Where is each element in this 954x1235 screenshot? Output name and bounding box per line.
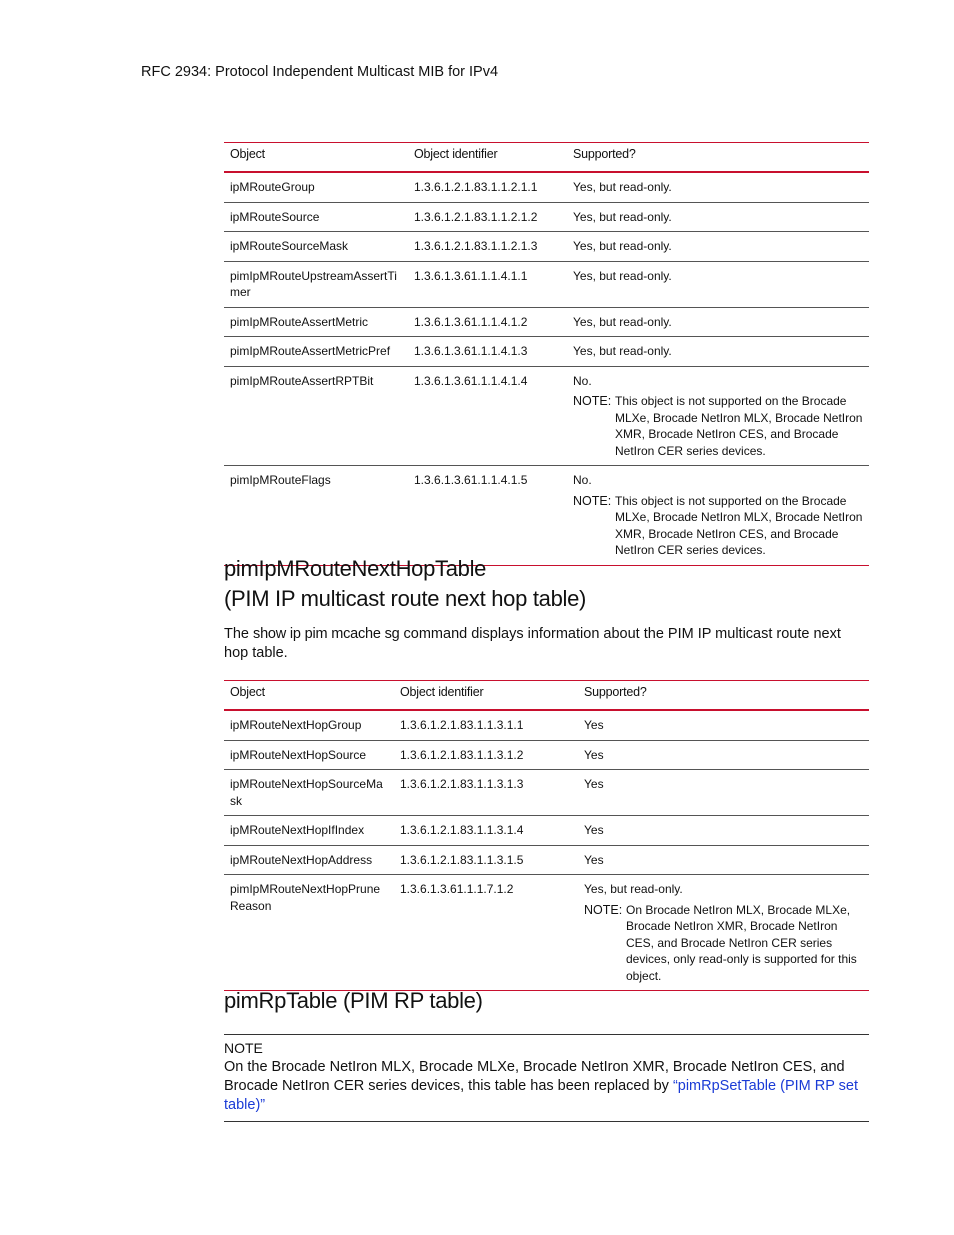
pimrpsettable-link[interactable]: “pimRpSetTable (PIM RP set table)”	[224, 1078, 859, 1113]
cell-supported	[567, 337, 869, 367]
cell-object: pimIpMRouteNextHopPruneReason	[224, 875, 394, 991]
note-body	[224, 1058, 869, 1115]
note-label: NOTE	[224, 1040, 263, 1056]
supported-value: Yes	[584, 852, 604, 867]
cell-supported	[578, 710, 869, 740]
cell-supported	[567, 307, 869, 337]
supported-value: Yes	[584, 747, 604, 762]
supported-value: Yes	[584, 823, 604, 837]
cell-supported	[578, 875, 869, 991]
cell-object: pimIpMRouteAssertMetricPref	[224, 337, 408, 367]
cell-supported	[567, 261, 869, 307]
cell-supported	[567, 172, 869, 202]
cell-supported	[578, 770, 869, 816]
supported-value: No.	[573, 473, 592, 487]
cell-object: pimIpMRouteFlags	[224, 466, 408, 566]
cell-object: pimIpMRouteAssertMetric	[224, 307, 408, 337]
column-header-supported: Supported?	[578, 681, 869, 711]
supported-value: Yes, but read-only.	[573, 239, 672, 253]
table-row	[224, 770, 869, 816]
note-label: NOTE:	[573, 493, 612, 508]
cell-object: ipMRouteSourceMask	[224, 232, 408, 262]
cell-object: ipMRouteNextHopAddress	[224, 845, 394, 875]
supported-value: Yes	[584, 718, 604, 732]
table-row	[224, 337, 869, 367]
table-row	[224, 307, 869, 337]
cell-object: ipMRouteNextHopSource	[224, 740, 394, 770]
cell-object-identifier: 1.3.6.1.3.61.1.1.4.1.5	[408, 466, 567, 566]
cell-object-identifier: 1.3.6.1.3.61.1.1.4.1.2	[408, 307, 567, 337]
table-row	[224, 875, 869, 991]
cell-supported	[578, 816, 869, 846]
table-row	[224, 232, 869, 262]
table-row	[224, 366, 869, 466]
table-header-row	[224, 681, 869, 711]
section-title-line2: (PIM IP multicast route next hop table)	[224, 586, 587, 611]
supported-value: Yes, but read-only.	[573, 314, 672, 329]
cell-object: ipMRouteGroup	[224, 172, 408, 202]
note-text: On Brocade NetIron MLX, Brocade MLXe, Brocade NetIron XMR, Brocade NetIron CES, and Brocade NetIron CER series devices, only read-only is supported for this object.	[626, 902, 857, 983]
cell-object-identifier: 1.3.6.1.3.61.1.1.4.1.4	[408, 366, 567, 466]
supported-value: No.	[573, 373, 592, 388]
column-header-object-identifier: Object identifier	[408, 143, 567, 173]
supported-value: Yes, but read-only.	[573, 268, 672, 283]
cell-object-identifier: 1.3.6.1.2.1.83.1.1.2.1.2	[408, 202, 567, 232]
cell-object: ipMRouteNextHopGroup	[224, 710, 394, 740]
cell-object-identifier: 1.3.6.1.3.61.1.1.4.1.3	[408, 337, 567, 367]
section-title-line1: pimIpMRouteNextHopTable	[224, 556, 487, 581]
cell-object-identifier: 1.3.6.1.2.1.83.1.1.2.1.3	[408, 232, 567, 262]
section-title-rptable: pimRpTable (PIM RP table)	[224, 988, 483, 1013]
supported-value: Yes, but read-only.	[573, 209, 672, 224]
mroute-table	[224, 142, 869, 566]
table-row	[224, 816, 869, 846]
note-box	[224, 1034, 869, 1122]
table-row	[224, 466, 869, 566]
table-row	[224, 261, 869, 307]
page-header: RFC 2934: Protocol Independent Multicast MIB for IPv4	[141, 64, 499, 80]
cell-supported	[567, 466, 869, 566]
cell-supported	[578, 845, 869, 875]
cell-object: ipMRouteNextHopSourceMask	[224, 770, 394, 816]
note-text: This object is not supported on the Brocade MLXe, Brocade NetIron MLX, Brocade NetIron XMR, Brocade NetIron CES, and Brocade NetIron CER series devices.	[615, 493, 863, 557]
row-note	[573, 493, 863, 559]
supported-value: Yes, but read-only.	[573, 344, 672, 358]
command-text: show ip pim mcache sg	[253, 626, 400, 642]
cell-object-identifier: 1.3.6.1.2.1.83.1.1.3.1.5	[394, 845, 578, 875]
cell-object-identifier: 1.3.6.1.2.1.83.1.1.3.1.3	[394, 770, 578, 816]
table-row	[224, 202, 869, 232]
cell-object: pimIpMRouteUpstreamAssertTimer	[224, 261, 408, 307]
table-row	[224, 172, 869, 202]
row-note	[584, 902, 863, 985]
cell-object: ipMRouteNextHopIfIndex	[224, 816, 394, 846]
cell-supported	[567, 202, 869, 232]
cell-supported	[578, 740, 869, 770]
cell-supported	[567, 232, 869, 262]
nexthop-description	[224, 625, 864, 663]
cell-object: ipMRouteSource	[224, 202, 408, 232]
cell-object-identifier: 1.3.6.1.3.61.1.1.4.1.1	[408, 261, 567, 307]
section-title-nexthop	[224, 554, 586, 614]
cell-object-identifier: 1.3.6.1.2.1.83.1.1.3.1.4	[394, 816, 578, 846]
table-header-row	[224, 143, 869, 173]
note-text: On the Brocade NetIron MLX, Brocade MLXe, Brocade NetIron XMR, Brocade NetIron CES, and Brocade NetIron CER series devices, this table has been replaced by	[224, 1059, 845, 1094]
cell-object: pimIpMRouteAssertRPTBit	[224, 366, 408, 466]
para-text: command displays information about the PIM IP multicast route next hop table.	[224, 626, 841, 661]
note-text: This object is not supported on the Brocade MLXe, Brocade NetIron MLX, Brocade NetIron XMR, Brocade NetIron CES, and Brocade NetIron CER series devices.	[615, 394, 863, 458]
supported-value: Yes, but read-only.	[573, 180, 672, 194]
cell-object-identifier: 1.3.6.1.2.1.83.1.1.3.1.1	[394, 710, 578, 740]
row-note	[573, 393, 863, 459]
cell-object-identifier: 1.3.6.1.2.1.83.1.1.2.1.1	[408, 172, 567, 202]
table-row	[224, 710, 869, 740]
supported-value: Yes	[584, 777, 604, 791]
supported-value: Yes, but read-only.	[584, 882, 683, 896]
column-header-object-identifier: Object identifier	[394, 681, 578, 711]
cell-supported	[567, 366, 869, 466]
nexthop-table	[224, 680, 869, 991]
para-text: The	[224, 626, 254, 642]
table-row	[224, 845, 869, 875]
note-label: NOTE:	[573, 394, 612, 408]
cell-object-identifier: 1.3.6.1.3.61.1.1.7.1.2	[394, 875, 578, 991]
column-header-supported: Supported?	[567, 143, 869, 173]
table-row	[224, 740, 869, 770]
column-header-object: Object	[224, 681, 394, 711]
note-label: NOTE:	[584, 902, 623, 917]
column-header-object: Object	[224, 143, 408, 173]
cell-object-identifier: 1.3.6.1.2.1.83.1.1.3.1.2	[394, 740, 578, 770]
